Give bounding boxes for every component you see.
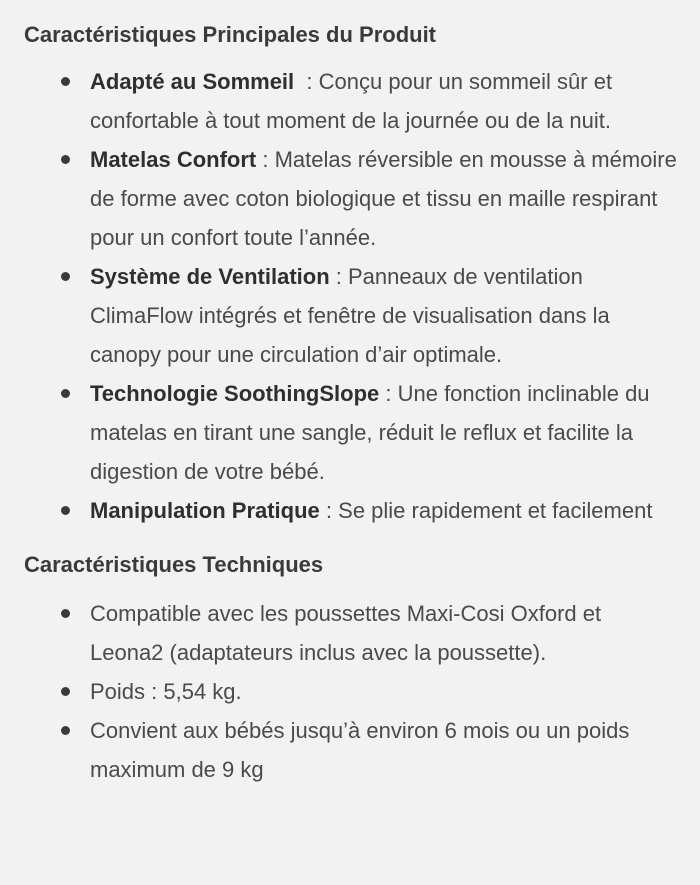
- spec-text: Compatible avec les poussettes Maxi-Cosi Oxford et Leona2 (adaptateurs inclus avec la poussette).: [90, 601, 602, 665]
- bullet-icon: [61, 389, 70, 398]
- spec-text: Poids : 5,54 kg.: [90, 679, 242, 704]
- bullet-icon: [61, 272, 70, 281]
- technical-specs-list: [24, 594, 678, 789]
- feature-item-ventilation: [24, 257, 678, 374]
- bullet-icon: [61, 155, 70, 164]
- feature-label: Adapté au Sommeil: [90, 69, 295, 94]
- feature-separator: :: [329, 264, 348, 289]
- feature-separator: :: [294, 69, 319, 94]
- feature-item-mattress: [24, 140, 678, 257]
- feature-label: Manipulation Pratique: [90, 498, 320, 523]
- spec-item-weight: [24, 672, 678, 711]
- bullet-icon: [61, 687, 70, 696]
- main-features-list: [24, 62, 678, 530]
- feature-label: Matelas Confort: [90, 147, 257, 172]
- feature-item-sleep: [24, 62, 678, 140]
- spec-item-compatibility: [24, 594, 678, 672]
- spec-text: Convient aux bébés jusqu’à environ 6 mois ou un poids maximum de 9 kg: [90, 718, 630, 782]
- feature-text: Conçu pour un sommeil sûr et confortable à tout moment de la journée ou de la nuit.: [90, 69, 613, 133]
- main-features-heading: Caractéristiques Principales du Produit: [24, 22, 437, 47]
- bullet-icon: [61, 609, 70, 618]
- feature-text: Une fonction inclinable du matelas en tirant une sangle, réduit le reflux et facilite la digestion de votre bébé.: [90, 381, 650, 484]
- feature-item-soothingslope: [24, 374, 678, 491]
- technical-specs-heading: Caractéristiques Techniques: [24, 552, 324, 577]
- bullet-icon: [61, 77, 70, 86]
- feature-text: Panneaux de ventilation ClimaFlow intégrés et fenêtre de visualisation dans la canopy pour une circulation d’air optimale.: [90, 264, 610, 367]
- feature-item-handling: [24, 491, 678, 530]
- feature-separator: :: [319, 498, 339, 523]
- bullet-icon: [61, 506, 70, 515]
- feature-separator: :: [256, 147, 275, 172]
- feature-separator: :: [379, 381, 398, 406]
- bullet-icon: [61, 726, 70, 735]
- feature-label: Système de Ventilation: [90, 264, 330, 289]
- feature-label: Technologie SoothingSlope: [90, 381, 380, 406]
- feature-text: Se plie rapidement et facilement: [338, 498, 653, 523]
- spec-item-age: [24, 711, 678, 789]
- feature-text: Matelas réversible en mousse à mémoire de forme avec coton biologique et tissu en maille respirant pour un confort toute l’année.: [90, 147, 677, 250]
